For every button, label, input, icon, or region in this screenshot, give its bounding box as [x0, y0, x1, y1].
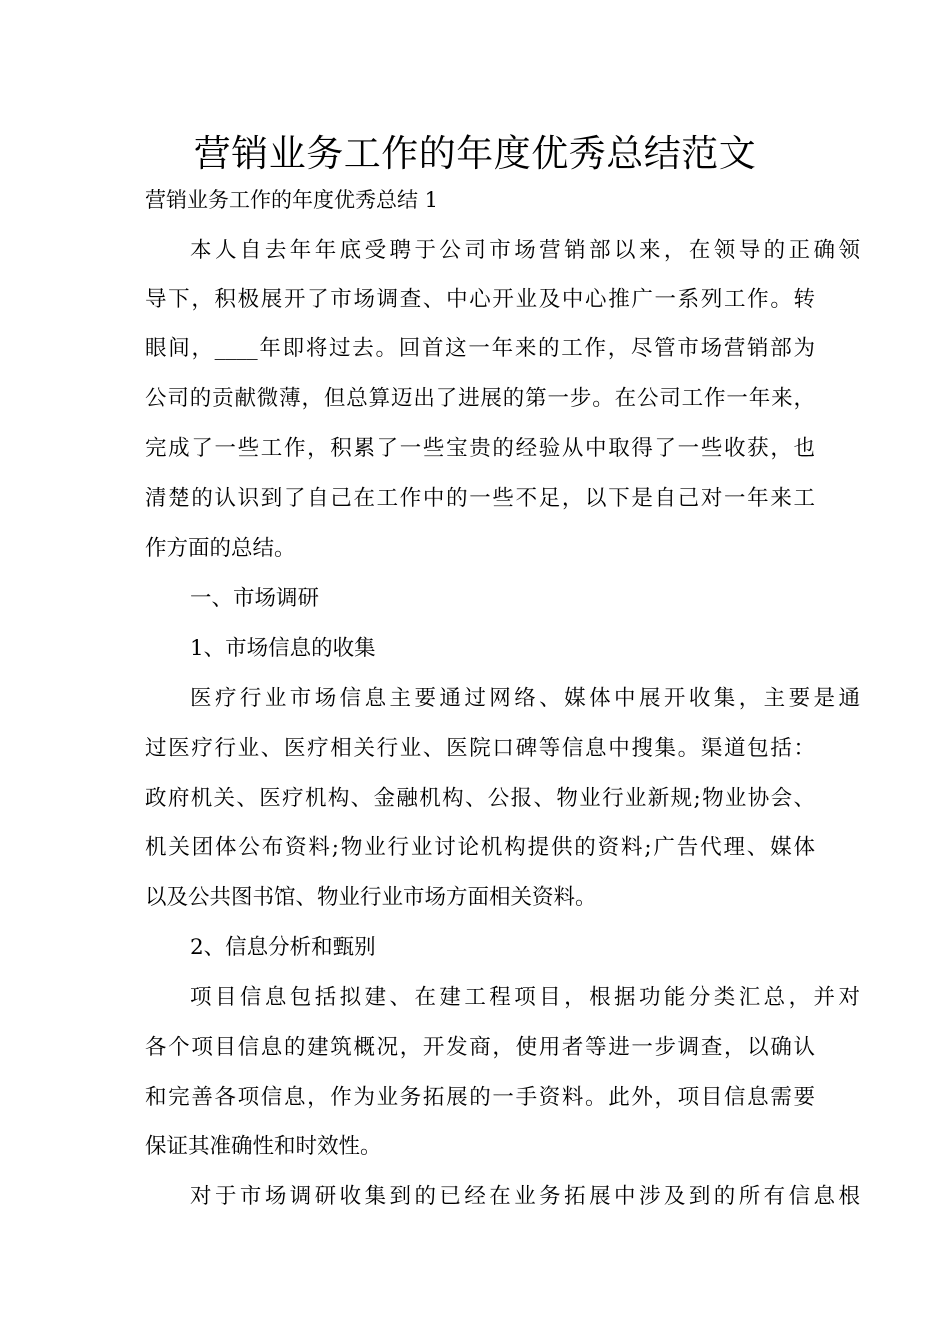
paragraph-line: 公司的贡献微薄，但总算迈出了进展的第一步。在公司工作一年来， [145, 386, 815, 411]
paragraph-line: 对于市场调研收集到的已经在业务拓展中涉及到的所有信息根 [190, 1184, 860, 1209]
section-heading: 一、市场调研 [190, 586, 320, 611]
paragraph-line: 医疗行业市场信息主要通过网络、媒体中展开收集，主要是通 [190, 686, 860, 711]
paragraph-line: 导下，积极展开了市场调查、中心开业及中心推广一系列工作。转 [145, 287, 815, 312]
paragraph-line: 政府机关、医疗机构、金融机构、公报、物业行业新规;物业协会、 [145, 786, 815, 811]
paragraph-line: 本人自去年年底受聘于公司市场营销部以来，在领导的正确领 [190, 238, 860, 263]
paragraph-line: 和完善各项信息，作为业务拓展的一手资料。此外，项目信息需要 [145, 1085, 815, 1110]
subsection-heading: 1、市场信息的收集 [190, 636, 376, 661]
paragraph-line: 清楚的认识到了自己在工作中的一些不足，以下是自己对一年来工 [145, 486, 815, 511]
paragraph-line: 各个项目信息的建筑概况，开发商，使用者等进一步调查，以确认 [145, 1035, 815, 1060]
paragraph-line: 保证其准确性和时效性。 [145, 1134, 382, 1159]
section-subtitle: 营销业务工作的年度优秀总结 1 [145, 188, 439, 212]
paragraph-line: 机关团体公布资料;物业行业讨论机构提供的资料;广告代理、媒体 [145, 835, 815, 860]
paragraph-line: 项目信息包括拟建、在建工程项目，根据功能分类汇总，并对 [190, 985, 860, 1010]
subsection-heading: 2、信息分析和甄别 [190, 935, 376, 960]
paragraph-line: 眼间，____年即将过去。回首这一年来的工作，尽管市场营销部为 [145, 336, 815, 361]
paragraph-line: 完成了一些工作，积累了一些宝贵的经验从中取得了一些收获，也 [145, 436, 815, 461]
paragraph-line: 作方面的总结。 [145, 536, 296, 561]
paragraph-line: 以及公共图书馆、物业行业市场方面相关资料。 [145, 885, 597, 910]
document-title: 营销业务工作的年度优秀总结范文 [193, 132, 757, 175]
paragraph-line: 过医疗行业、医疗相关行业、医院口碑等信息中搜集。渠道包括： [145, 736, 815, 761]
